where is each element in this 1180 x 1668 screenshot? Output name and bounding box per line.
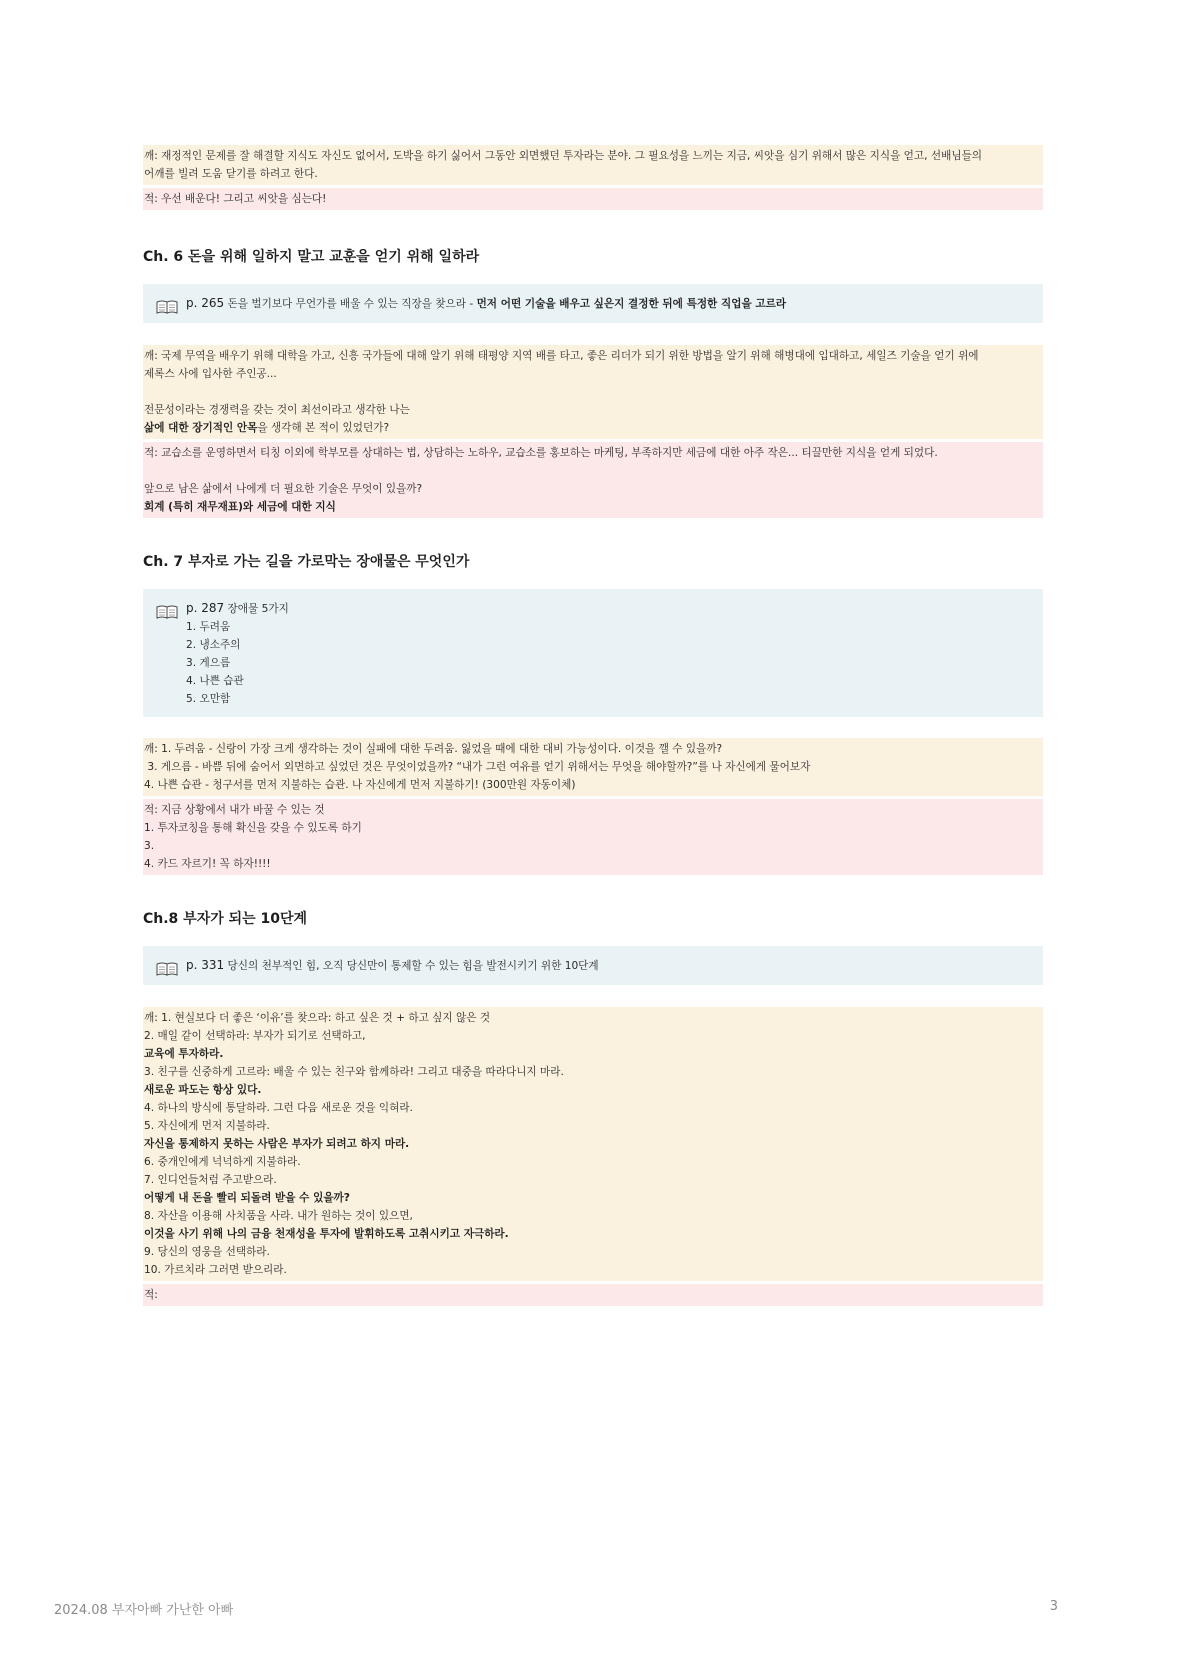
plain-text: 5. 오만함 <box>186 693 231 705</box>
plain-text: 전문성이라는 경쟁력을 갖는 것이 최선이라고 생각한 나는 <box>144 404 410 416</box>
reflection-note <box>143 738 1043 796</box>
bold-text: 이것을 사기 위해 나의 금융 천재성을 투자에 발휘하도록 고취시키고 자극하라. <box>144 1228 509 1240</box>
bold-text: 삶에 대한 장기적인 안목 <box>144 422 258 434</box>
text-line <box>186 599 1029 618</box>
page-reference: p. 287 <box>186 601 225 615</box>
callout-text <box>186 956 1029 976</box>
text-line <box>144 383 1043 401</box>
plain-text: 당신의 천부적인 힘, 오직 당신만이 통제할 수 있는 힘을 발전시키기 위한 10단계 <box>224 960 599 972</box>
text-line <box>144 1207 1043 1225</box>
text-line <box>144 462 1043 480</box>
reflection-note <box>143 145 1043 185</box>
text-line <box>144 1027 1043 1045</box>
plain-text: 2. 냉소주의 <box>186 639 241 651</box>
text-line <box>144 444 1043 462</box>
text-line <box>144 1009 1043 1027</box>
quote-callout <box>143 946 1043 985</box>
page-number: 3 <box>1049 1599 1058 1614</box>
text-line <box>144 758 1043 776</box>
quote-callout <box>143 589 1043 717</box>
plain-text: 제록스 사에 입사한 주인공... <box>144 368 277 380</box>
plain-text: 3. <box>144 840 155 852</box>
plain-text: 8. 자산을 이용해 사치품을 사라. 내가 원하는 것이 있으면, <box>144 1210 413 1222</box>
text-line <box>144 1045 1043 1063</box>
plain-text: 장애물 5가지 <box>224 603 289 615</box>
text-line <box>144 1135 1043 1153</box>
text-line <box>186 690 1029 708</box>
bold-text: 새로운 파도는 항상 있다. <box>144 1084 262 1096</box>
callout-text <box>186 294 1029 314</box>
plain-text: 2. 매일 같이 선택하라: 부자가 되기로 선택하고, <box>144 1030 366 1042</box>
plain-text: 4. 하나의 방식에 통달하라. 그런 다음 새로운 것을 익혀라. <box>144 1102 413 1114</box>
plain-text: 1. 투자코칭을 통해 확신을 갖을 수 있도록 하기 <box>144 822 362 834</box>
bold-text: 어떻게 내 돈을 빨리 되돌려 받을 수 있을까? <box>144 1192 350 1204</box>
text-line <box>144 819 1043 837</box>
page-reference: p. 331 <box>186 958 225 972</box>
plain-text: 을 생각해 본 적이 있었던가? <box>257 422 390 434</box>
plain-text: 3. 게으름 - 바쁨 뒤에 숨어서 외면하고 싶었던 것은 무엇이었을까? “내가 그런 여유를 얻기 위해서는 무엇을 해야할까?”를 나 자신에게 물어보자 <box>144 761 811 773</box>
text-line <box>144 1153 1043 1171</box>
text-line <box>144 480 1043 498</box>
plain-text: 4. 카드 자르기! 꼭 하자!!!! <box>144 858 271 870</box>
text-line <box>144 855 1043 873</box>
chapter-heading: Ch. 7 부자로 가는 길을 가로막는 장애물은 무엇인가 <box>143 554 470 570</box>
text-line <box>186 956 1029 975</box>
bold-text: 자신을 통제하지 못하는 사람은 부자가 되려고 하지 마라. <box>144 1138 410 1150</box>
plain-text: 적: 지금 상황에서 내가 바꿀 수 있는 것 <box>144 804 325 816</box>
plain-text: 돈을 벌기보다 무언가를 배울 수 있는 직장을 찾으라 - <box>224 298 477 310</box>
text-line <box>144 347 1043 365</box>
bold-text: 회계 (특히 재무재표)와 세금에 대한 지식 <box>144 501 336 513</box>
plain-text: 6. 중개인에게 넉넉하게 지불하라. <box>144 1156 301 1168</box>
application-note <box>143 1284 1043 1306</box>
plain-text: 적: 우선 배운다! 그리고 씨앗을 심는다! <box>144 193 327 205</box>
text-line <box>144 1225 1043 1243</box>
chapter-heading: Ch.8 부자가 되는 10단계 <box>143 911 308 927</box>
plain-text: 깨: 1. 현실보다 더 좋은 ‘이유’를 찾으라: 하고 싶은 것 + 하고 싶지 않은 것 <box>144 1012 491 1024</box>
text-line <box>144 1117 1043 1135</box>
page-content <box>143 141 1043 1306</box>
footer-title: 2024.08 부자아빠 가난한 아빠 <box>54 1603 234 1618</box>
text-line <box>144 147 1043 165</box>
open-book-icon <box>156 962 178 976</box>
plain-text: 9. 당신의 영웅을 선택하라. <box>144 1246 270 1258</box>
plain-text: 깨: 재정적인 문제를 잘 해결할 지식도 자신도 없어서, 도박을 하기 싫어서 그동안 외면했던 투자라는 분야. 그 필요성을 느끼는 지금, 씨앗을 심기 위해서 많은 지식을 얻고, 선배님들의 <box>144 150 983 162</box>
bold-text: 먼저 어떤 기술을 배우고 싶은지 결정한 뒤에 특정한 직업을 고르라 <box>476 298 787 310</box>
open-book-icon <box>156 605 178 619</box>
reflection-note <box>143 1007 1043 1281</box>
text-line <box>144 801 1043 819</box>
plain-text: 7. 인디언들처럼 주고받으라. <box>144 1174 277 1186</box>
open-book-icon <box>156 300 178 314</box>
text-line <box>144 401 1043 419</box>
text-line <box>144 419 1043 437</box>
text-line <box>144 165 1043 183</box>
plain-text: 어깨를 빌려 도움 닫기를 하려고 한다. <box>144 168 318 180</box>
text-line <box>144 837 1043 855</box>
plain-text: 4. 나쁜 습관 <box>186 675 244 687</box>
text-line <box>144 498 1043 516</box>
plain-text: 10. 가르치라 그러면 받으리라. <box>144 1264 287 1276</box>
plain-text: 4. 나쁜 습관 - 청구서를 먼저 지불하는 습관. 나 자신에게 먼저 지불하기! (300만원 자동이체) <box>144 779 576 791</box>
chapter-heading: Ch. 6 돈을 위해 일하지 말고 교훈을 얻기 위해 일하라 <box>143 249 480 265</box>
plain-text: 3. 친구를 신중하게 고르라: 배울 수 있는 친구와 함께하라! 그리고 대중을 따라다니지 마라. <box>144 1066 564 1078</box>
application-note <box>143 442 1043 518</box>
page-reference: p. 265 <box>186 296 225 310</box>
reflection-note <box>143 345 1043 439</box>
bold-text: 교육에 투자하라. <box>144 1048 224 1060</box>
plain-text: 적: 교습소를 운영하면서 티칭 이외에 학부모를 상대하는 법, 상담하는 노하우, 교습소를 홍보하는 마케팅, 부족하지만 세금에 대한 아주 작은... 티끌만한 지식을 얻게 되었다. <box>144 447 938 459</box>
text-line <box>186 618 1029 636</box>
text-line <box>144 1261 1043 1279</box>
text-line <box>144 740 1043 758</box>
application-note <box>143 188 1043 210</box>
text-line <box>144 1171 1043 1189</box>
quote-callout <box>143 284 1043 323</box>
text-line <box>186 672 1029 690</box>
text-line <box>144 1189 1043 1207</box>
text-line <box>144 1099 1043 1117</box>
text-line <box>144 190 1043 208</box>
callout-text <box>186 599 1029 708</box>
text-line <box>186 654 1029 672</box>
text-line <box>144 1063 1043 1081</box>
text-line <box>144 365 1043 383</box>
text-line <box>186 294 1029 313</box>
text-line <box>144 1243 1043 1261</box>
plain-text: 1. 두려움 <box>186 621 231 633</box>
plain-text: 앞으로 남은 삶에서 나에게 더 필요한 기술은 무엇이 있을까? <box>144 483 423 495</box>
plain-text: 5. 자신에게 먼저 지불하라. <box>144 1120 270 1132</box>
application-note <box>143 799 1043 875</box>
text-line <box>144 1286 1043 1304</box>
plain-text: 깨: 국제 무역을 배우기 위해 대학을 가고, 신흥 국가들에 대해 알기 위해 태평양 지역 배를 타고, 좋은 리더가 되기 위한 방법을 알기 위해 해병대에 입대하고, 세일즈 기술을 얻기 위에 <box>144 350 979 362</box>
plain-text: 깨: 1. 두려움 - 신랑이 가장 크게 생각하는 것이 실패에 대한 두려움. 잃었을 때에 대한 대비 가능성이다. 이것을 깰 수 있을까? <box>144 743 723 755</box>
text-line <box>186 636 1029 654</box>
plain-text: 적: <box>144 1289 158 1301</box>
text-line <box>144 776 1043 794</box>
plain-text: 3. 게으름 <box>186 657 231 669</box>
text-line <box>144 1081 1043 1099</box>
